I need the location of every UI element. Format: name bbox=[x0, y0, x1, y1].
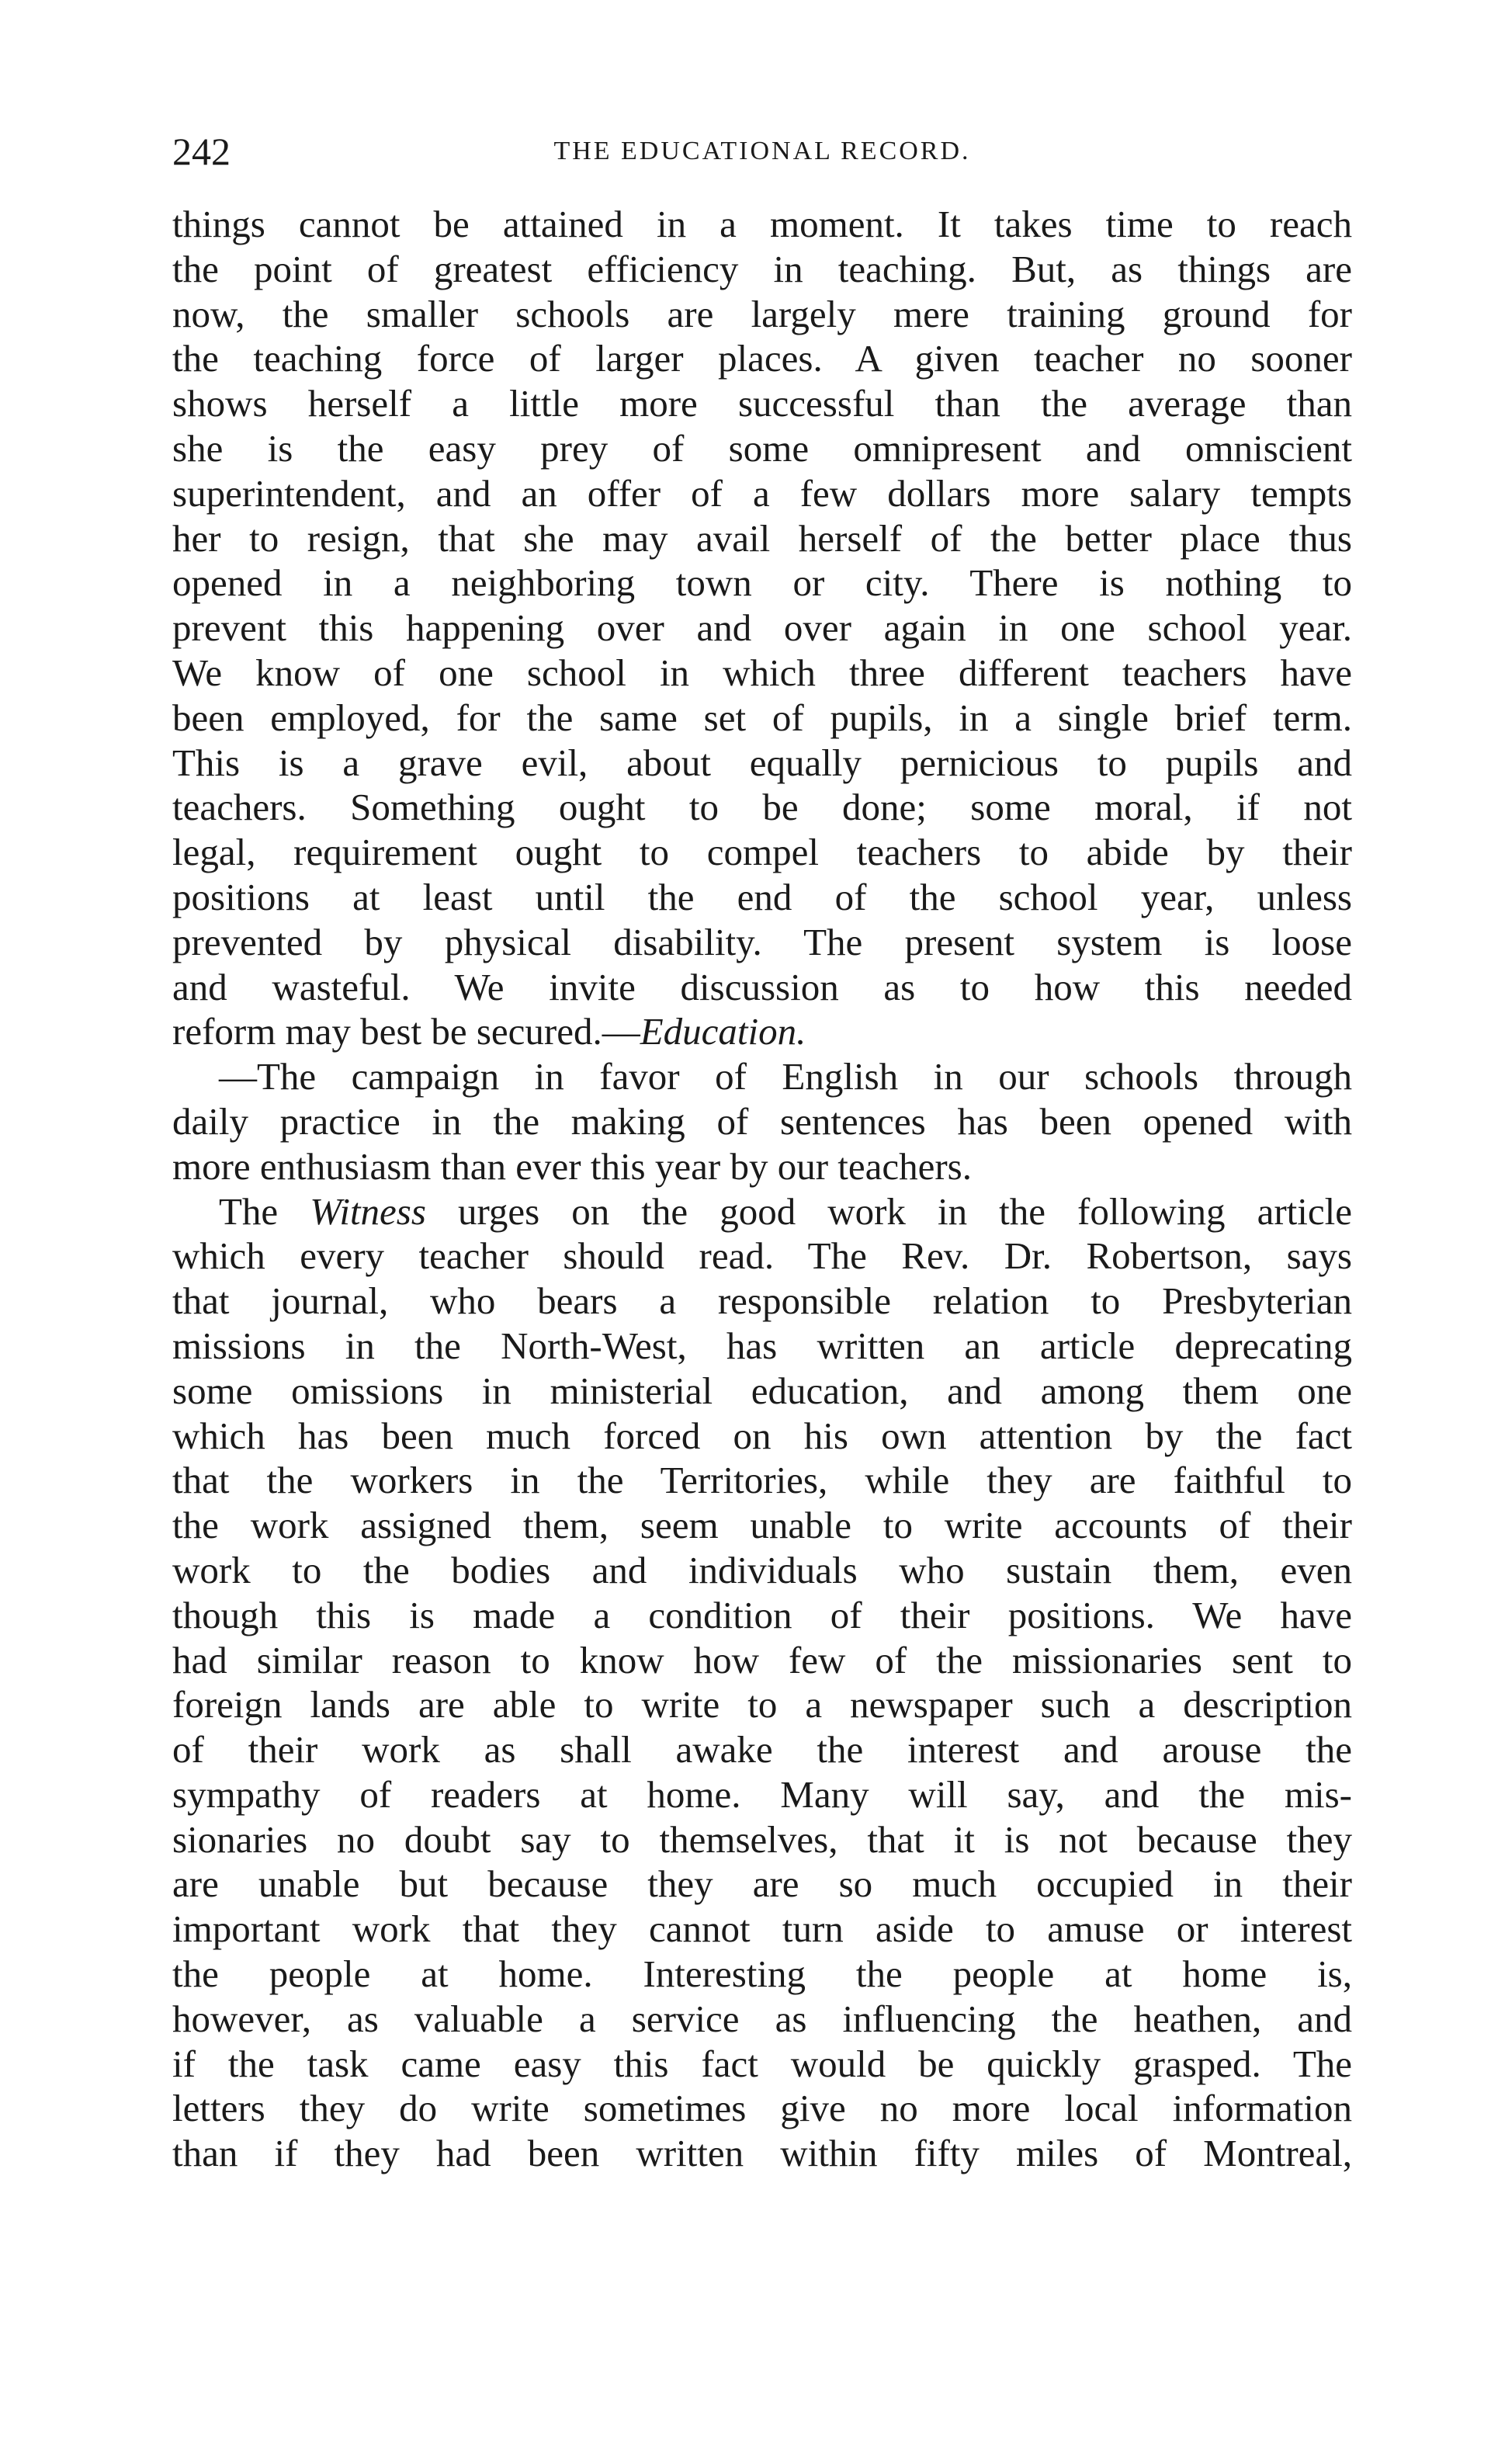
text-line bbox=[172, 1189, 1352, 1234]
text-fragment: urges on the good work in the following article bbox=[425, 1189, 1352, 1233]
text-line: which has been much forced on his own attention by the fact bbox=[172, 1414, 1352, 1457]
text-line: if the task came easy this fact would be quickly grasped. The bbox=[172, 2042, 1352, 2085]
text-line: letters they do write sometimes give no more local information bbox=[172, 2087, 1352, 2130]
text-line: of their work as shall awake the interest and arouse the bbox=[172, 1728, 1352, 1772]
text-line: superintendent, and an offer of a few dollars more salary tempts bbox=[172, 471, 1352, 515]
text-line: missions in the North-West, has written an article deprecating bbox=[172, 1324, 1352, 1367]
body-text bbox=[172, 202, 1352, 2176]
text-line: This is a grave evil, about equally pernicious to pupils and bbox=[172, 741, 1352, 784]
page-header bbox=[172, 124, 1352, 179]
text-line: opened in a neighboring town or city. There is nothing to bbox=[172, 561, 1352, 605]
text-line: and wasteful. We invite discussion as to how this needed bbox=[172, 965, 1352, 1008]
paragraph-2 bbox=[172, 1054, 1352, 1189]
text-line: teachers. Something ought to be done; some moral, if not bbox=[172, 786, 1352, 829]
text-line: work to the bodies and individuals who sustain them, even bbox=[172, 1548, 1352, 1591]
text-line: than if they had been written within fifty miles of Montreal, bbox=[172, 2132, 1352, 2175]
text-line: prevent this happening over and over again in one school year. bbox=[172, 606, 1352, 650]
text-line: been employed, for the same set of pupils, in a single brief term. bbox=[172, 696, 1352, 739]
text-line: the people at home. Interesting the people at home is, bbox=[172, 1952, 1352, 1996]
text-line: —The campaign in favor of English in our schools through bbox=[219, 1055, 1352, 1098]
text-line: legal, requirement ought to compel teachers to abide by their bbox=[172, 831, 1352, 874]
text-line: things cannot be attained in a moment. It takes time to reach bbox=[172, 203, 1352, 245]
text-line: had similar reason to know how few of the missionaries sent to bbox=[172, 1638, 1352, 1681]
text-line: sionaries no doubt say to themselves, that it is not because they bbox=[172, 1817, 1352, 1861]
running-head: THE EDUCATIONAL RECORD. bbox=[553, 137, 971, 165]
text-line: her to resign, that she may avail herself of the better place thus bbox=[172, 516, 1352, 560]
page-number: 242 bbox=[172, 130, 231, 173]
text-line: however, as valuable a service as influencing the heathen, and bbox=[172, 1997, 1352, 2040]
text-line: the work assigned them, seem unable to write accounts of their bbox=[172, 1504, 1352, 1547]
text-line: prevented by physical disability. The present system is loose bbox=[172, 920, 1352, 963]
text-line: she is the easy prey of some omnipresent and omniscient bbox=[172, 426, 1352, 470]
text-line: that the workers in the Territories, while they are faithful to bbox=[172, 1459, 1352, 1502]
text-line: foreign lands are able to write to a newspaper such a description bbox=[172, 1683, 1352, 1727]
text-line: the teaching force of larger places. A given teacher no sooner bbox=[172, 337, 1352, 380]
source-citation: Education. bbox=[640, 1010, 806, 1053]
text-line: more enthusiasm than ever this year by our teachers. bbox=[172, 1144, 973, 1188]
text-line: We know of one school in which three different teachers have bbox=[172, 651, 1352, 694]
text-line: though this is made a condition of their positions. We have bbox=[172, 1593, 1352, 1636]
paragraph-3 bbox=[172, 1189, 1352, 2177]
paragraph-1 bbox=[172, 202, 1352, 1054]
text-line: which every teacher should read. The Rev. Dr. Robertson, says bbox=[172, 1234, 1352, 1278]
publication-title: Witness bbox=[310, 1189, 426, 1233]
text-line bbox=[172, 1009, 1352, 1054]
text-line: now, the smaller schools are largely mere training ground for bbox=[172, 292, 1352, 335]
text-line: the point of greatest efficiency in teaching. But, as things are bbox=[172, 247, 1352, 290]
text-line: shows herself a little more successful than the average than bbox=[172, 382, 1352, 425]
text-line: are unable but because they are so much occupied in their bbox=[172, 1862, 1352, 1906]
text-fragment: The bbox=[219, 1189, 310, 1233]
text-line: that journal, who bears a responsible relation to Presbyterian bbox=[172, 1279, 1352, 1323]
text-line: positions at least until the end of the school year, unless bbox=[172, 875, 1352, 918]
text-line: daily practice in the making of sentences has been opened with bbox=[172, 1099, 1352, 1143]
text-fragment: reform may best be secured.— bbox=[172, 1010, 640, 1053]
text-line: some omissions in ministerial education, and among them one bbox=[172, 1369, 1352, 1412]
text-line: sympathy of readers at home. Many will say, and the mis- bbox=[172, 1772, 1352, 1816]
text-line: important work that they cannot turn aside to amuse or interest bbox=[172, 1907, 1352, 1951]
